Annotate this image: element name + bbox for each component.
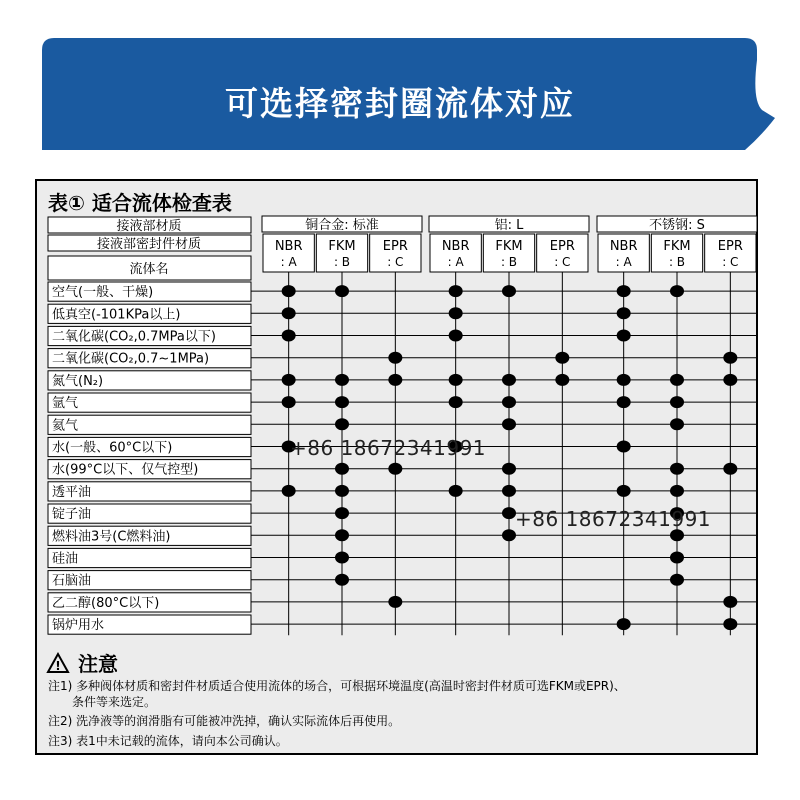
compat-dot <box>449 374 463 386</box>
compat-dot <box>617 285 631 297</box>
table-title: 表① 适合流体检查表 <box>48 191 232 215</box>
fluid-name: 氩气 <box>52 396 79 412</box>
compat-dot <box>723 596 737 608</box>
compat-dot <box>502 374 516 386</box>
compat-dot <box>335 529 349 541</box>
compat-dot <box>282 485 296 497</box>
compat-dot <box>282 396 296 408</box>
body-material-label: 铝: L <box>494 218 524 233</box>
seal-name: FKM <box>328 239 356 254</box>
compat-dot <box>502 485 516 497</box>
seal-code: : C <box>387 255 404 269</box>
note-line: 注1) 多种阀体材质和密封件材质适合使用流体的场合，可根据环境温度(高温时密封件材质可选FKM或EPR)、 <box>48 679 626 693</box>
compat-dot <box>449 330 463 342</box>
seal-name: EPR <box>717 239 743 254</box>
compat-dot <box>723 352 737 364</box>
compat-dot <box>723 463 737 475</box>
compat-dot <box>335 552 349 564</box>
compat-dot <box>388 596 402 608</box>
note-line: 注2) 洗净液等的润滑脂有可能被冲洗掉，确认实际流体后再使用。 <box>48 714 401 728</box>
compat-dot <box>723 374 737 386</box>
compat-dot <box>617 441 631 453</box>
compat-dot <box>670 418 684 430</box>
compat-dot <box>670 485 684 497</box>
seal-code: : B <box>333 255 351 269</box>
seal-name: FKM <box>495 239 523 254</box>
compat-dot <box>282 285 296 297</box>
compat-dot <box>388 463 402 475</box>
fluid-name-box <box>48 548 251 567</box>
header-label: 流体名 <box>129 262 169 277</box>
compat-dot <box>670 529 684 541</box>
seal-name: EPR <box>549 239 575 254</box>
fluid-name: 锭子油 <box>52 507 92 523</box>
compat-dot <box>335 396 349 408</box>
seal-name: NBR <box>274 239 303 254</box>
compat-dot <box>670 552 684 564</box>
notes-title: 注意 <box>78 652 118 676</box>
seal-code: : B <box>668 255 686 269</box>
seal-code: : A <box>615 255 632 269</box>
seal-code: : C <box>722 255 739 269</box>
note-line: 注3) 表1中未记载的流体，请向本公司确认。 <box>48 734 288 748</box>
compat-dot <box>449 285 463 297</box>
compat-dot <box>502 418 516 430</box>
compat-dot <box>335 285 349 297</box>
compat-dot <box>449 485 463 497</box>
compat-dot <box>555 352 569 364</box>
fluid-name: 二氧化碳(CO₂,0.7~1MPa) <box>52 351 210 367</box>
compat-dot <box>502 529 516 541</box>
fluid-name: 水(99°C以下、仅气控型) <box>52 462 199 478</box>
compat-dot <box>282 330 296 342</box>
compat-dot <box>670 463 684 475</box>
note-line: 条件等来选定。 <box>72 695 157 709</box>
fluid-name: 氮气(N₂) <box>52 373 104 389</box>
fluid-name: 硅油 <box>52 551 79 567</box>
compat-dot <box>335 485 349 497</box>
fluid-name: 锅炉用水 <box>52 618 105 634</box>
compat-dot <box>723 618 737 630</box>
fluid-name: 燃料油3号(C燃料油) <box>52 529 171 545</box>
compat-dot <box>449 307 463 319</box>
compat-dot <box>617 618 631 630</box>
compat-dot <box>670 374 684 386</box>
compat-dot <box>502 507 516 519</box>
header-label: 接液部材质 <box>116 219 182 234</box>
seal-name: EPR <box>382 239 408 254</box>
seal-code: : B <box>500 255 518 269</box>
compat-dot <box>617 330 631 342</box>
compat-dot <box>388 374 402 386</box>
fluid-name: 空气(一般、干燥) <box>52 285 154 301</box>
compat-dot <box>670 285 684 297</box>
fluid-name: 二氧化碳(CO₂,0.7MPa以下) <box>52 329 216 345</box>
seal-name: NBR <box>609 239 638 254</box>
compat-dot <box>617 307 631 319</box>
banner-title: 可选择密封圈流体对应 <box>225 84 575 123</box>
watermark-phone-1: +86 18672341991 <box>290 436 487 460</box>
compat-dot <box>388 352 402 364</box>
compat-dot <box>502 285 516 297</box>
compat-dot <box>617 374 631 386</box>
compat-dot <box>335 574 349 586</box>
fluid-name: 水(一般、60°C以下) <box>52 440 173 456</box>
header-label: 接液部密封件材质 <box>96 237 202 252</box>
compat-dot <box>335 463 349 475</box>
compat-dot <box>335 374 349 386</box>
seal-code: : A <box>447 255 464 269</box>
fluid-name: 石脑油 <box>52 573 92 589</box>
compat-dot <box>282 307 296 319</box>
compat-dot <box>502 463 516 475</box>
compat-dot <box>617 485 631 497</box>
fluid-name: 氦气 <box>52 418 79 434</box>
seal-name: FKM <box>663 239 691 254</box>
body-material-label: 铜合金: 标准 <box>305 218 379 233</box>
compat-dot <box>502 396 516 408</box>
fluid-name: 乙二醇(80°C以下) <box>52 595 160 611</box>
warning-icon-mark: ! <box>55 659 61 673</box>
compat-dot <box>617 396 631 408</box>
watermark-phone-2: +86 18672341991 <box>515 507 712 531</box>
seal-code: : A <box>280 255 297 269</box>
compat-dot <box>670 574 684 586</box>
fluid-name-box <box>48 393 251 412</box>
fluid-name-box <box>48 415 251 434</box>
compat-dot <box>282 374 296 386</box>
seal-code: : C <box>554 255 571 269</box>
fluid-name: 透平油 <box>52 484 92 500</box>
fluid-name: 低真空(-101KPa以上) <box>52 307 181 323</box>
compat-dot <box>555 374 569 386</box>
compat-dot <box>670 396 684 408</box>
body-material-label: 不锈钢: S <box>649 218 705 233</box>
compat-dot <box>335 418 349 430</box>
seal-name: NBR <box>441 239 470 254</box>
compat-dot <box>335 507 349 519</box>
compat-dot <box>449 396 463 408</box>
